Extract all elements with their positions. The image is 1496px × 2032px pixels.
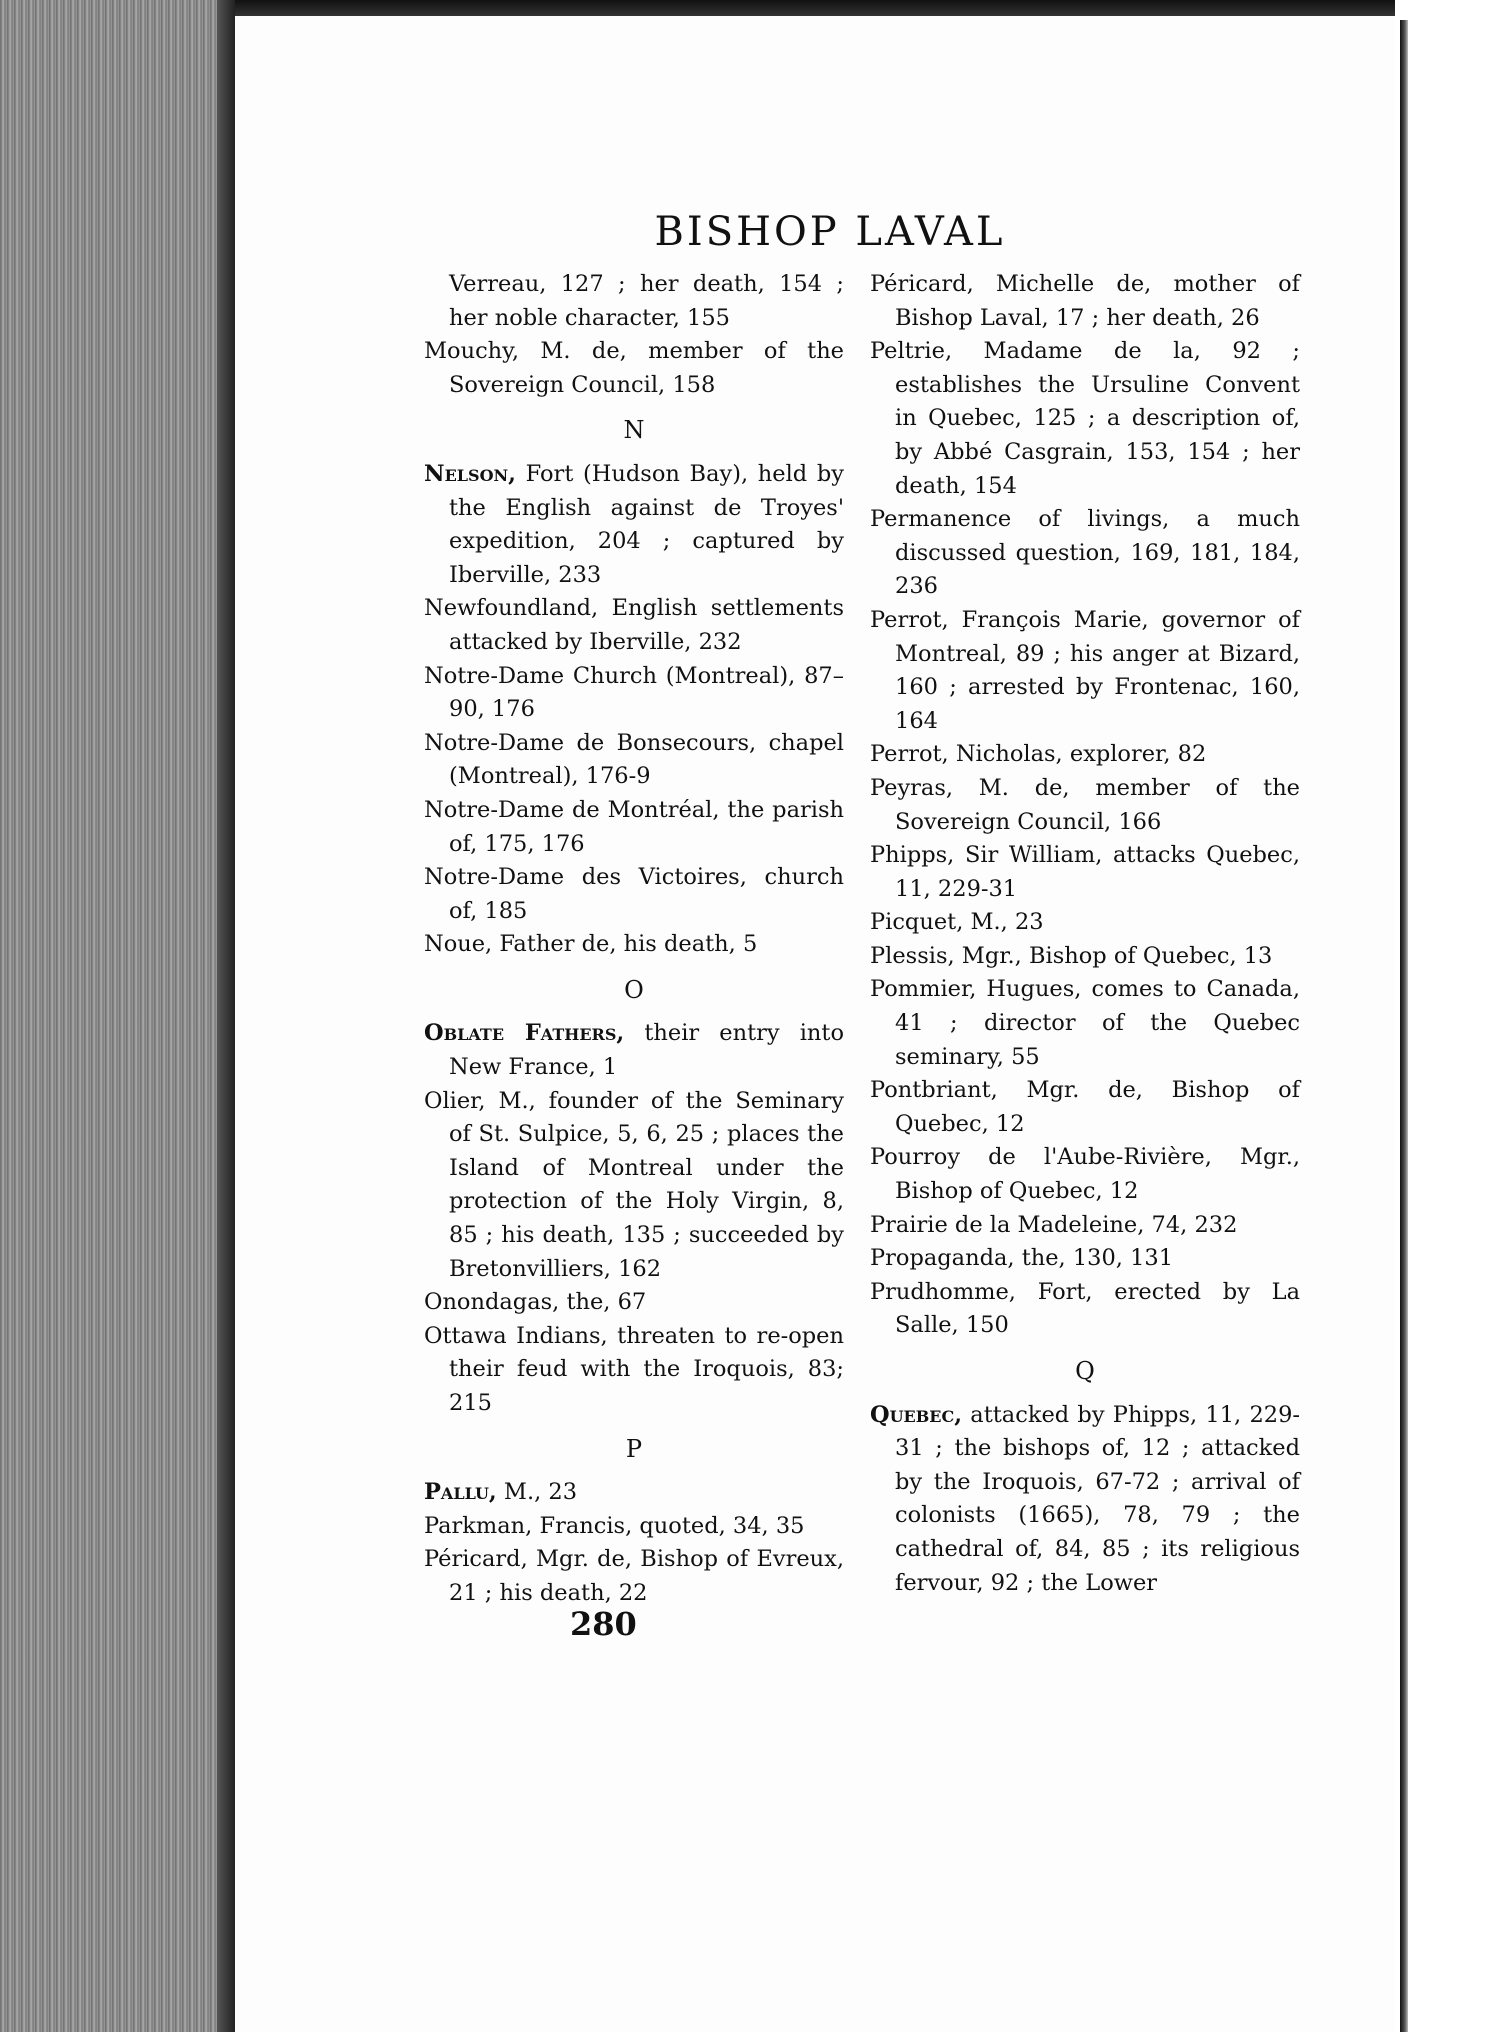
index-entry — [424, 458, 844, 592]
index-entry-text: M., 23 — [496, 1479, 578, 1506]
index-entry — [870, 1276, 1300, 1343]
index-entry-text: Prudhomme, Fort, erected by La Salle, 150 — [870, 1278, 1300, 1339]
index-letter-heading: P — [625, 1434, 643, 1463]
index-entry-text: Verreau, 127 ; her death, 154 ; her noble character, 155 — [449, 271, 844, 331]
index-entry-text: Noue, Father de, his death, 5 — [424, 931, 758, 958]
index-entry-text: Notre-Dame Church (Montreal), 87–90, 176 — [424, 662, 844, 723]
index-entry — [870, 604, 1300, 738]
index-entry-text: Phipps, Sir William, attacks Quebec, 11, 229-31 — [870, 842, 1300, 902]
index-entry-text: Péricard, Mgr. de, Bishop of Evreux, 21 ; his death, 22 — [424, 1546, 844, 1606]
index-entry — [870, 1141, 1300, 1208]
adjacent-page-edge — [1400, 20, 1408, 2032]
index-entry-text: Onondagas, the, 67 — [424, 1289, 647, 1316]
index-entry — [870, 503, 1300, 604]
index-entry — [870, 1242, 1300, 1276]
index-entry — [424, 794, 844, 861]
running-head: BISHOP LAVAL — [654, 209, 1006, 255]
index-entry — [870, 839, 1300, 906]
index-entry-text: Péricard, Michelle de, mother of Bishop Laval, 17 ; her death, 26 — [870, 271, 1300, 331]
index-entry-text: Notre-Dame de Bonsecours, chapel (Montreal), 176-9 — [424, 729, 844, 790]
index-entry — [870, 1209, 1300, 1243]
index-column-right — [870, 268, 1300, 1600]
index-entry — [870, 973, 1300, 1074]
index-entry-text: attacked by Phipps, 11, 229-31 ; the bishops of, 12 ; attacked by the Iroquois, 67-72 ; arrival of colonists (1665), 78, 79 ; the cathedral of, 84, 85 ; its religious fervour, 92 ; the Lower — [895, 1401, 1300, 1596]
index-entry-lead: Pallu, — [424, 1479, 497, 1506]
index-entry — [870, 268, 1300, 335]
index-letter-heading: N — [623, 416, 645, 445]
index-entry — [424, 1320, 844, 1421]
index-entry — [870, 906, 1300, 940]
index-entry — [424, 335, 844, 402]
index-entry — [424, 1286, 844, 1320]
index-entry — [870, 335, 1300, 503]
book-page-edges — [0, 0, 235, 2032]
index-entry — [424, 928, 844, 962]
index-entry — [424, 592, 844, 659]
index-letter-heading: Q — [1075, 1357, 1095, 1385]
index-entry-text: Pontbriant, Mgr. de, Bishop of Quebec, 12 — [870, 1077, 1300, 1137]
index-entry-lead: Nelson, — [424, 460, 516, 487]
index-entry — [870, 772, 1300, 839]
index-entry — [424, 1510, 844, 1544]
index-entry-text: Prairie de la Madeleine, 74, 232 — [870, 1211, 1238, 1238]
index-entry-text: Notre-Dame de Montréal, the parish of, 175, 176 — [424, 796, 844, 857]
scan-right-margin — [1395, 0, 1496, 2032]
index-entry-text: Picquet, M., 23 — [870, 909, 1044, 936]
index-entry-text: Olier, M., founder of the Seminary of St. Sulpice, 5, 6, 25 ; places the Island of Montreal under the protection of the Holy Virgin, 8, 85 ; his death, 135 ; succeeded by Bretonvilliers, 162 — [424, 1087, 844, 1282]
index-entry — [424, 1543, 844, 1610]
index-entry-text: their entry into New France, 1 — [449, 1020, 844, 1081]
index-entry — [870, 1399, 1300, 1601]
index-entry — [424, 660, 844, 727]
index-entry — [424, 1085, 844, 1287]
index-entry-text: Permanence of livings, a much discussed question, 169, 181, 184, 236 — [870, 506, 1300, 600]
index-entry — [424, 1476, 844, 1510]
index-entry — [870, 1074, 1300, 1141]
index-entry — [424, 861, 844, 928]
index-entry-lead: Quebec, — [870, 1401, 963, 1428]
index-entry-text: Pommier, Hugues, comes to Canada, 41 ; director of the Quebec seminary, 55 — [870, 976, 1300, 1070]
index-entry-text: Newfoundland, English settlements attacked by Iberville, 232 — [424, 595, 844, 655]
index-entry-text: Propaganda, the, 130, 131 — [870, 1245, 1174, 1272]
index-entry-text: Plessis, Mgr., Bishop of Quebec, 13 — [870, 942, 1273, 969]
index-entry-text: Parkman, Francis, quoted, 34, 35 — [424, 1512, 805, 1539]
index-entry-text: Perrot, Nicholas, explorer, 82 — [870, 741, 1207, 768]
index-entry-text: Perrot, François Marie, governor of Montreal, 89 ; his anger at Bizard, 160 ; arrested by Frontenac, 160, 164 — [870, 606, 1300, 734]
page-number: 280 — [570, 1605, 637, 1643]
index-entry-text: Peyras, M. de, member of the Sovereign Council, 166 — [870, 774, 1300, 835]
index-entry — [870, 940, 1300, 974]
index-entry-text: Notre-Dame des Victoires, church of, 185 — [424, 864, 844, 924]
index-entry — [424, 1017, 844, 1084]
index-letter-heading: O — [624, 975, 644, 1004]
index-entry — [424, 727, 844, 794]
index-entry-text: Mouchy, M. de, member of the Sovereign Council, 158 — [424, 338, 844, 398]
index-entry-text: Ottawa Indians, threaten to re-open their feud with the Iroquois, 83; 215 — [424, 1322, 844, 1416]
index-entry — [424, 268, 844, 335]
index-entry — [870, 738, 1300, 772]
index-entry-text: Peltrie, Madame de la, 92 ; establishes the Ursuline Convent in Quebec, 125 ; a description of, by Abbé Casgrain, 153, 154 ; her death, 154 — [870, 338, 1300, 499]
index-entry-lead: Oblate Fathers, — [424, 1020, 625, 1047]
index-entry-text: Pourroy de l'Aube-Rivière, Mgr., Bishop of Quebec, 12 — [870, 1144, 1300, 1205]
index-column-left — [424, 268, 844, 1611]
index-entry-text: Fort (Hudson Bay), held by the English against de Troyes' expedition, 204 ; captured by Iberville, 233 — [449, 460, 844, 588]
